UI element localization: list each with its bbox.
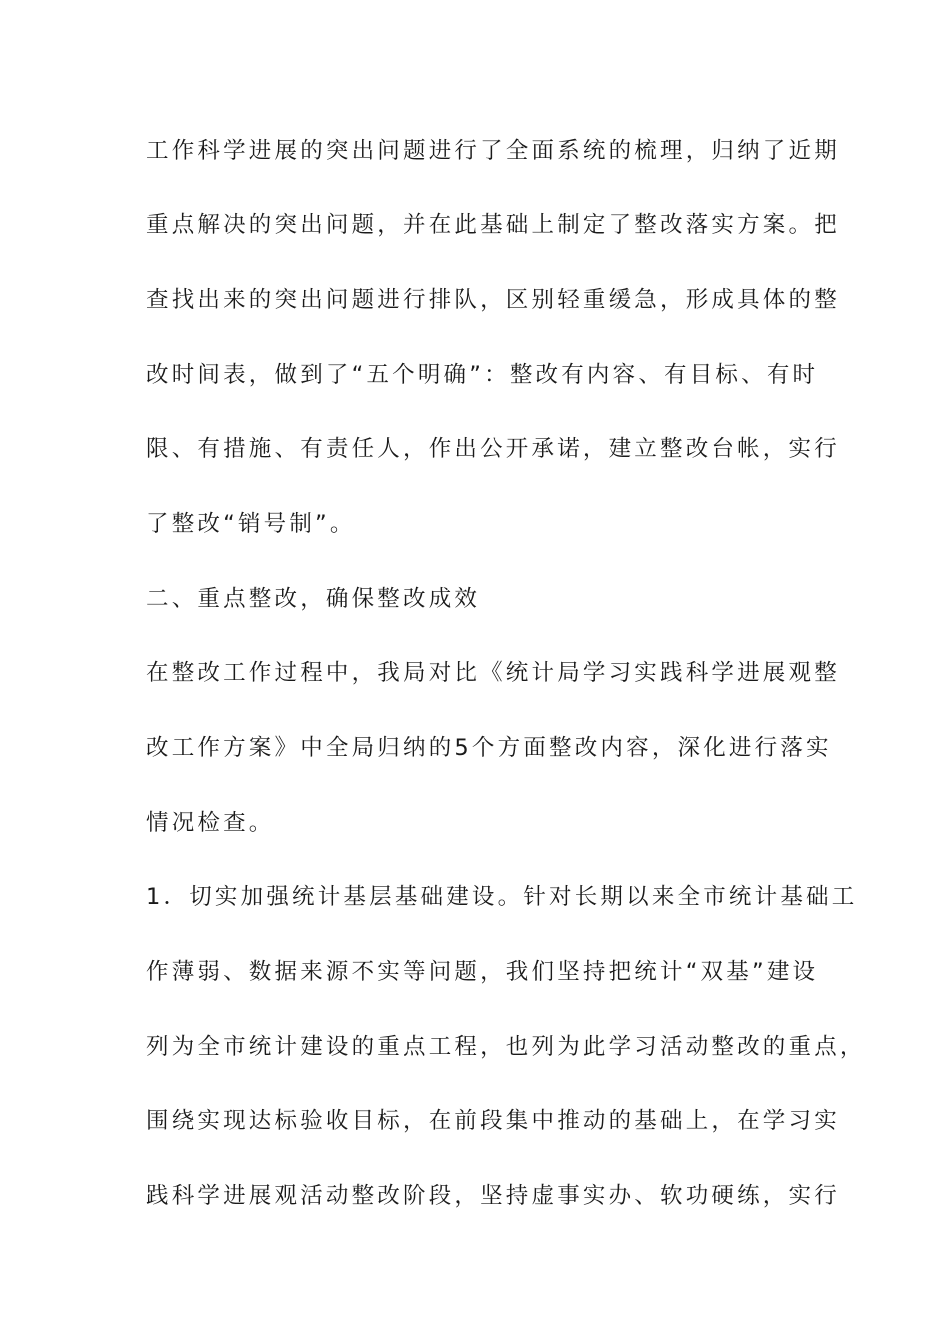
- text-line: 践科学进展观活动整改阶段，坚持虚事实办、软功硬练，实行: [146, 1183, 840, 1209]
- text-line: 改时间表，做到了“五个明确”：整改有内容、有目标、有时: [146, 362, 819, 388]
- section-heading: 二、重点整改，确保整改成效: [146, 586, 481, 612]
- text-line: 列为全市统计建设的重点工程，也列为此学习活动整改的重点，: [146, 1034, 866, 1060]
- text-line: 在整改工作过程中，我局对比《统计局学习实践科学进展观整: [146, 660, 840, 686]
- text-line: 情况检查。: [146, 810, 275, 836]
- text-line: 1．切实加强统计基层基础建设。针对长期以来全市统计基础工: [146, 884, 858, 910]
- text-line: 围绕实现达标验收目标，在前段集中推动的基础上，在学习实: [146, 1108, 840, 1134]
- text-line: 查找出来的突出问题进行排队，区别轻重缓急，形成具体的整: [146, 287, 840, 313]
- text-line: 作薄弱、数据来源不实等问题，我们坚持把统计“双基”建设: [146, 959, 819, 985]
- text-line: 改工作方案》中全局归纳的5个方面整改内容，深化进行落实: [146, 735, 832, 761]
- text-line: 重点解决的突出问题，并在此基础上制定了整改落实方案。把: [146, 212, 840, 238]
- text-line: 工作科学进展的突出问题进行了全面系统的梳理，归纳了近期: [146, 138, 840, 164]
- text-line: 限、有措施、有责任人，作出公开承诺，建立整改台帐，实行: [146, 436, 840, 462]
- text-line: 了整改“销号制”。: [146, 511, 356, 537]
